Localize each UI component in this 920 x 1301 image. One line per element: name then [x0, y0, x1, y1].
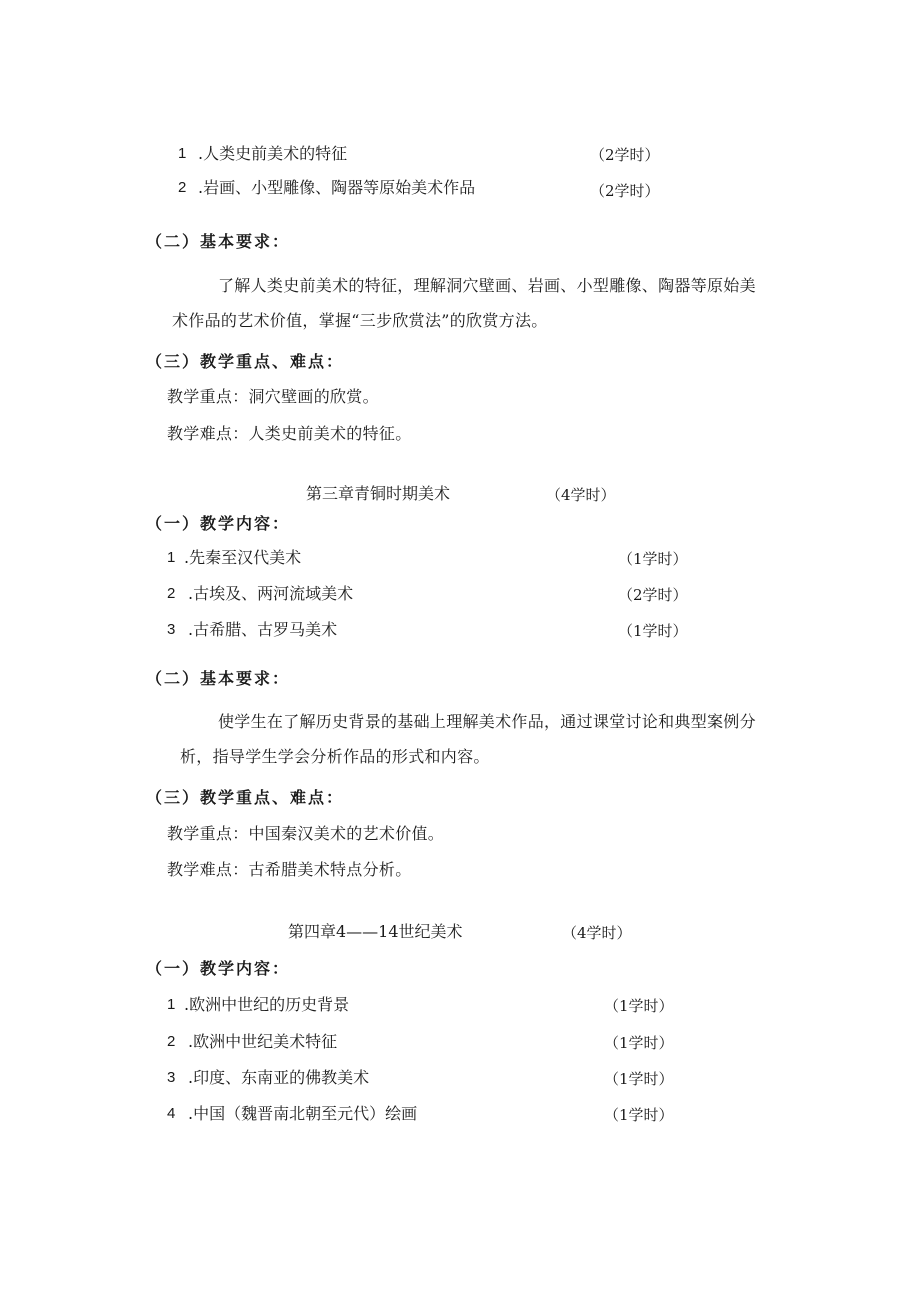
list-item-number: 3: [167, 621, 176, 638]
chapter-hours: （4学时）: [562, 924, 632, 942]
difficult-point: 教学难点：古希腊美术特点分析。: [167, 860, 412, 879]
list-item-hours: （1学时）: [604, 1070, 674, 1088]
section-heading-content: （一）教学内容：: [146, 514, 291, 533]
list-item-hours: （1学时）: [604, 1034, 674, 1052]
list-item-text: .中国（魏晋南北朝至元代）绘画: [188, 1104, 418, 1123]
list-item-number: 4: [167, 1105, 176, 1122]
list-item-text: .古希腊、古罗马美术: [188, 620, 338, 639]
list-item-hours: （2学时）: [618, 586, 688, 604]
key-point: 教学重点：洞穴壁画的欣赏。: [167, 387, 379, 406]
section-heading-content: （一）教学内容：: [146, 959, 291, 978]
list-item-number: 2: [167, 1033, 176, 1050]
chapter-hours: （4学时）: [546, 486, 616, 504]
list-item-text: .先秦至汉代美术: [184, 548, 302, 567]
list-item-hours: （2学时）: [590, 182, 660, 200]
list-item-hours: （1学时）: [618, 622, 688, 640]
section-heading-requirements: （二）基本要求：: [146, 232, 291, 251]
difficult-point: 教学难点：人类史前美术的特征。: [167, 424, 412, 443]
requirements-paragraph-line: 术作品的艺术价值，掌握“三步欣赏法”的欣赏方法。: [172, 311, 548, 330]
chapter-title: 第四章4——14世纪美术: [288, 922, 463, 941]
list-item-hours: （1学时）: [604, 997, 674, 1015]
section-heading-key-points: （三）教学重点、难点：: [146, 352, 345, 371]
list-item-number: 2: [178, 179, 187, 196]
list-item-number: 1: [167, 996, 176, 1013]
section-heading-key-points: （三）教学重点、难点：: [146, 788, 345, 807]
list-item-number: 2: [167, 585, 176, 602]
list-item-number: 1: [167, 549, 176, 566]
list-item-hours: （2学时）: [590, 146, 660, 164]
list-item-text: .印度、东南亚的佛教美术: [188, 1068, 370, 1087]
section-heading-requirements: （二）基本要求：: [146, 669, 291, 688]
list-item-hours: （1学时）: [604, 1106, 674, 1124]
requirements-paragraph-line: 了解人类史前美术的特征，理解洞穴壁画、岩画、小型雕像、陶器等原始美: [218, 276, 756, 295]
list-item-number: 3: [167, 1069, 176, 1086]
list-item-text: .欧洲中世纪的历史背景: [184, 995, 350, 1014]
list-item-text: .人类史前美术的特征: [198, 144, 348, 163]
list-item-text: .古埃及、两河流域美术: [188, 584, 354, 603]
list-item-text: .岩画、小型雕像、陶器等原始美术作品: [198, 178, 476, 197]
requirements-paragraph-line: 使学生在了解历史背景的基础上理解美术作品，通过课堂讨论和典型案例分: [218, 712, 756, 731]
chapter-title: 第三章青铜时期美术: [306, 484, 451, 503]
requirements-paragraph-line: 析，指导学生学会分析作品的形式和内容。: [180, 747, 490, 766]
list-item-number: 1: [178, 145, 187, 162]
list-item-text: .欧洲中世纪美术特征: [188, 1032, 338, 1051]
key-point: 教学重点：中国秦汉美术的艺术价值。: [167, 824, 445, 843]
list-item-hours: （1学时）: [618, 550, 688, 568]
